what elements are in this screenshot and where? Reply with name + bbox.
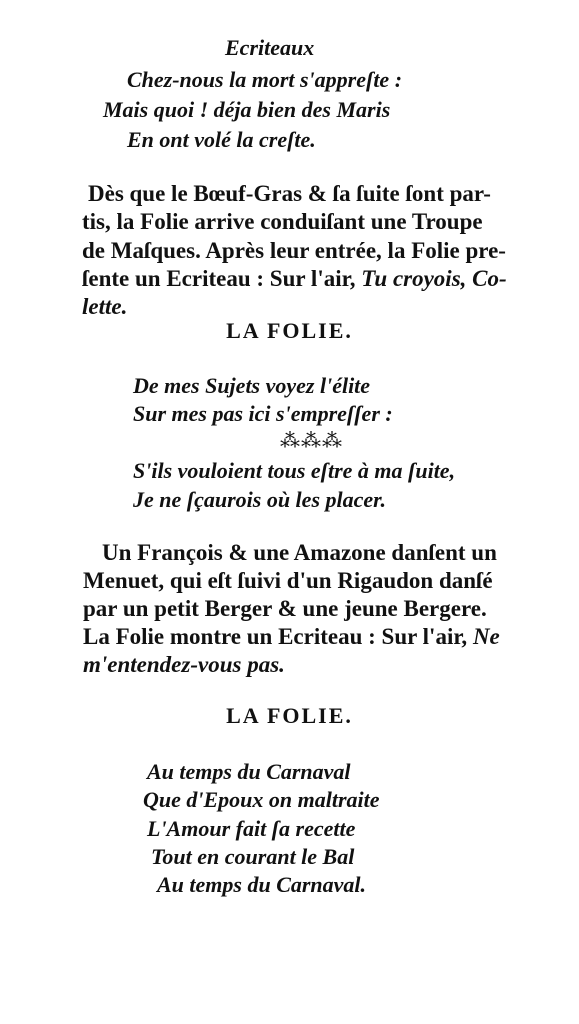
paragraph-line: de Maſques. Après leur entrée, la Folie pre- (82, 238, 506, 263)
air-title: Ne (472, 624, 500, 649)
section-heading: LA FOLIE. (226, 318, 353, 343)
ecriteaux-title: Ecriteaux (225, 35, 315, 60)
verse-line: Au temps du Carnaval. (157, 872, 367, 897)
air-title-continued: m'entendez-vous pas. (83, 652, 285, 677)
paragraph-line (82, 265, 507, 292)
verse-line: Au temps du Carnaval (147, 759, 351, 784)
paragraph-line: Dès que le Bœuf-Gras & ſa ſuite ſont par- (88, 181, 491, 206)
section-heading: LA FOLIE. (226, 703, 353, 728)
verse-line: Je ne ſçaurois où les placer. (133, 487, 386, 512)
ornament-fleurons: ⁂⁂⁂ (280, 430, 343, 452)
verse-line: Chez-nous la mort s'appreſte : (127, 67, 403, 92)
paragraph-line (83, 623, 500, 650)
air-title-continued: lette. (82, 294, 128, 319)
paragraph-text: ſente un Ecriteau : Sur l'air, (82, 266, 356, 291)
verse-line: Tout en courant le Bal (151, 844, 355, 869)
verse-line: L'Amour fait ſa recette (147, 816, 356, 841)
verse-line: En ont volé la creſte. (127, 127, 316, 152)
air-title: Tu croyois, Co- (361, 266, 507, 291)
verse-line: S'ils vouloient tous eſtre à ma ſuite, (133, 458, 456, 483)
paragraph-line: Menuet, qui eſt ſuivi d'un Rigaudon danſé (83, 568, 493, 593)
verse-line: De mes Sujets voyez l'élite (133, 373, 371, 398)
verse-line: Que d'Epoux on maltraite (143, 787, 380, 812)
verse-line: Sur mes pas ici s'empreſſer : (133, 401, 393, 426)
paragraph-line: tis, la Folie arrive conduiſant une Troupe (82, 209, 483, 234)
paragraph-line: par un petit Berger & une jeune Bergere. (83, 596, 487, 621)
verse-line: Mais quoi ! déja bien des Maris (103, 97, 391, 122)
paragraph-line: Un François & une Amazone danſent un (102, 540, 497, 565)
paragraph-text: La Folie montre un Ecriteau : Sur l'air, (83, 624, 468, 649)
